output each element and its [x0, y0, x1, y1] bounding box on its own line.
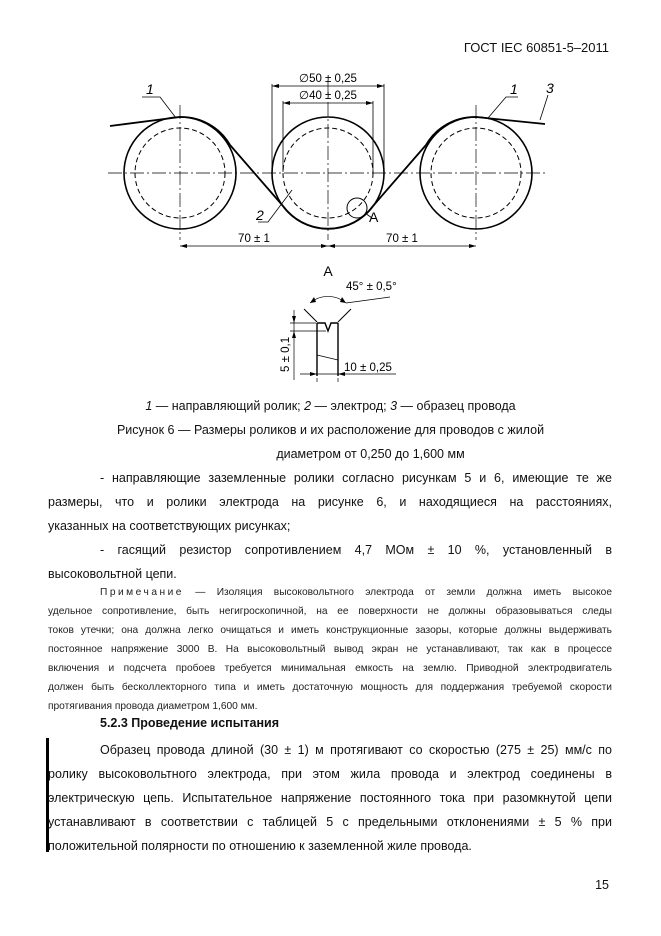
figure-rollers-diagram: [0, 0, 661, 400]
legend-text-3: — образец провода: [397, 399, 516, 413]
detail-a-marker: [347, 198, 367, 218]
para1-line2: размеры, что и ролики электрода на рисунке 6, и находящиеся на расстояниях,: [48, 495, 612, 509]
detail-angle: 45° ± 0,5°: [346, 281, 397, 293]
dim-spacing-left: 70 ± 1: [238, 233, 270, 245]
section-line2: ролику высоковольтного электрода, при этом жила провода и электрод соединены в: [48, 767, 612, 781]
legend-num-1: 1: [145, 399, 153, 413]
note-line1: [100, 583, 612, 602]
section-heading: 5.2.3 Проведение испытания: [100, 716, 280, 730]
para2-line2: высоковольтной цепи.: [48, 567, 177, 581]
note-line4: постоянное напряжение 3000 В. На высоковольтный вывод экран не устанавливают, так как в процессе: [48, 644, 612, 655]
section-line3: электрическую цепь. Испытательное напряжение постоянного тока при разомкнутой цепи: [48, 791, 612, 805]
note-line1-text: — Изоляция высоковольтного электрода от земли должна иметь высокое: [183, 587, 612, 598]
legend-text-1: — направляющий ролик;: [152, 399, 305, 413]
note-line6: должен быть бесколлекторного типа и иметь достаточную мощность для поддержания требуемой скорости: [48, 682, 612, 693]
legend-num-2: 2: [304, 399, 312, 413]
para1-line1: - направляющие заземленные ролики согласно рисункам 5 и 6, имеющие те же: [100, 471, 612, 485]
callout-1-left: 1: [146, 81, 154, 97]
legend-num-3: 3: [390, 399, 398, 413]
legend-text-2: — электрод;: [311, 399, 391, 413]
detail-depth: 5 ± 0,1: [280, 336, 292, 372]
para1-line3: указанных на соответствующих рисунках;: [48, 519, 291, 533]
dim-outer-diameter: ∅50 ± 0,25: [299, 73, 357, 85]
callout-1-right: 1: [510, 81, 518, 97]
page-number: 15: [595, 878, 609, 892]
detail-title: А: [323, 263, 333, 279]
note-line7: протягивания провода диаметром 1,600 мм.: [48, 701, 258, 712]
figure-caption-line2: диаметром от 0,250 до 1,600 мм: [276, 447, 465, 461]
note-line2: удельное сопротивление, быть негигроскопичной, на ее поверхности не должны образовываться следы: [48, 606, 612, 617]
dim-inner-diameter: ∅40 ± 0,25: [299, 90, 357, 102]
section-line4: устанавливают в соответствии с таблицей 5 с предельными отклонениями ± 5 % при: [48, 815, 612, 829]
figure-caption-line1: Рисунок 6 — Размеры роликов и их расположение для проводов с жилой: [116, 423, 545, 437]
dim-spacing-right: 70 ± 1: [386, 233, 418, 245]
section-line1: Образец провода длиной (30 ± 1) м протягивают со скоростью (275 ± 25) мм/с по: [100, 743, 612, 757]
section-line5: положительной полярности по отношению к заземленной жиле провода.: [48, 839, 472, 853]
note-line3: токов утечки; она должна легко очищаться и иметь конструкционные зазоры, которые должны выдерживать: [48, 625, 612, 636]
figure-legend: [0, 399, 661, 413]
callout-a: A: [369, 209, 379, 225]
standard-code: ГОСТ IEC 60851-5–2011: [463, 40, 609, 55]
note-line5: включения и подсчета пробоев требуется минимальная емкость на землю. Приводной электродвигатель: [48, 663, 612, 674]
para2-line1: - гасящий резистор сопротивлением 4,7 МОм ± 10 %, установленный в: [100, 543, 612, 557]
callout-3: 3: [546, 80, 554, 96]
detail-width: 10 ± 0,25: [344, 362, 392, 374]
callout-2: 2: [256, 207, 264, 223]
note-label: Примечание: [100, 587, 184, 598]
